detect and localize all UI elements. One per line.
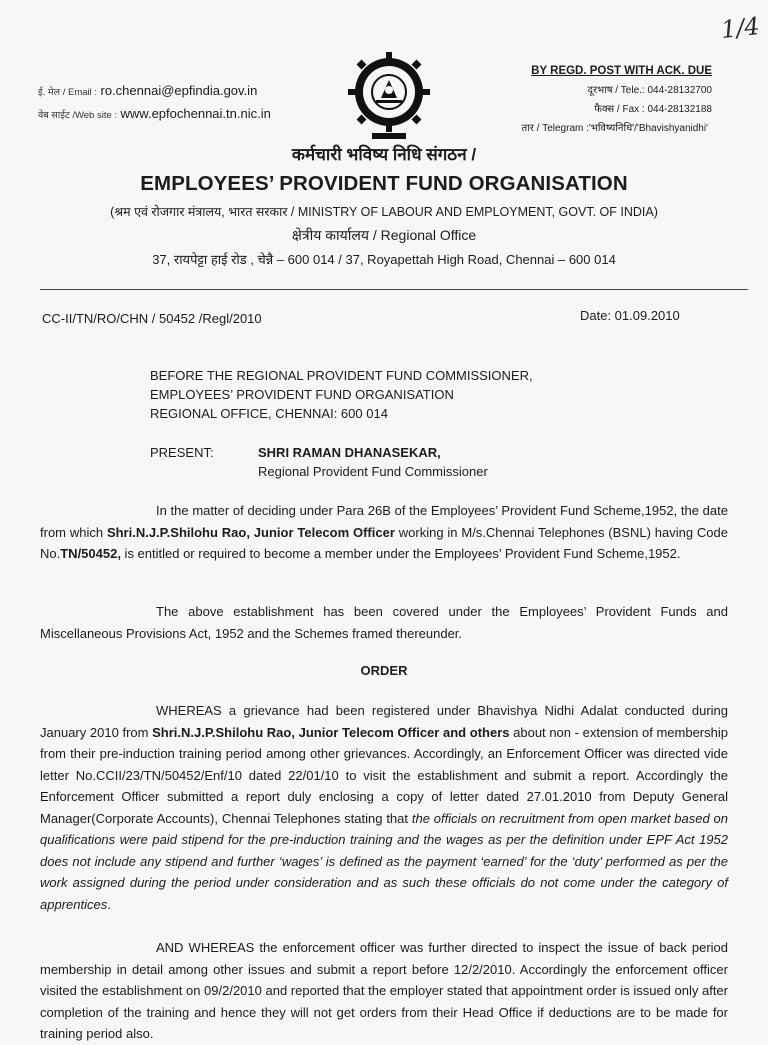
ministry-line: (श्रम एवं रोजगार मंत्रालय, भारत सरकार / MINISTRY OF LABOUR AND EMPLOYMENT, GOVT. OF INDIA) bbox=[110, 205, 658, 219]
coverage-paragraph bbox=[40, 601, 728, 644]
para3-italic-quote: the officials on recruitment from open market based on qualifications were paid stipend for the pre-induction training and the wages as per the definition under EPF Act 1952 does not include any stipend and further ‘wages’ is defined as the payment ‘earned’ for the ‘duty’ performed as per the work assigned during the period under consideration and as such these officials do not come under the category of apprentices bbox=[40, 810, 728, 912]
para1-text-3: is entitled or required to become a member under the Employees’ Provident Fund Scheme,1952. bbox=[120, 546, 681, 561]
epfo-emblem-logo bbox=[346, 50, 432, 142]
fax: फैक्स / Fax : 044-28132188 bbox=[594, 104, 712, 115]
para2-text: The above establishment has been covered under the Employees’ Provident Funds and Miscellaneous Provisions Act, 1952 and the Schemes framed thereunder. bbox=[40, 604, 728, 641]
website-value: www.epfochennai.tn.nic.in bbox=[120, 106, 271, 121]
para3-text-2: about non - extension of membership from their pre-induction training period among other grievances. Accordingly, an Enforcement Officer was directed vide letter No.CCII/23/TN/50452/Enf/10 dated 22/01/10 to visit the establishment and submit a report. Accordingly the Enforcement Officer submitted a report duly enclosing a copy of letter dated 27.01.2010 from Deputy General Manager(Corporate Accounts), Chennai Telephones stating that bbox=[40, 724, 728, 826]
document-date: Date: 01.09.2010 bbox=[580, 308, 680, 323]
email-value: ro.chennai@epfindia.gov.in bbox=[100, 83, 258, 98]
website-label: वेब साईट /Web site : bbox=[38, 110, 118, 121]
org-name: EMPLOYEES’ PROVIDENT FUND ORGANISATION bbox=[140, 172, 628, 195]
address-line: 37, रायपेट्टा हाई रोड , चेन्नै – 600 014 / 37, Royapettah High Road, Chennai – 600 014 bbox=[152, 252, 616, 267]
regional-office-line: क्षेत्रीय कार्यालय / Regional Office bbox=[291, 227, 477, 243]
para1-text-2: working in M/s.Chennai Telephones (BSNL) having Code No. bbox=[40, 524, 728, 561]
before-line: EMPLOYEES’ PROVIDENT FUND ORGANISATION bbox=[150, 387, 454, 402]
website-line bbox=[38, 103, 271, 126]
before-line: BEFORE THE REGIONAL PROVIDENT FUND COMMISSIONER, bbox=[150, 368, 533, 383]
para4-text: AND WHEREAS the enforcement officer was further directed to inspect the issue of back period membership in detail among other issues and submit a report before 12/2/2010. Accordingly the enforcement officer visited the establishment on 09/2/2010 and reported that the employer stated that appointment order is issued only after completion of the training and hence they will not get orders from their Head Office if deductions are to be made for training period also. bbox=[40, 940, 728, 1041]
before-line: REGIONAL OFFICE, CHENNAI: 600 014 bbox=[150, 406, 388, 421]
present-name: SHRI RAMAN DHANASEKAR, bbox=[258, 445, 441, 460]
present-title: Regional Provident Fund Commissioner bbox=[258, 464, 488, 479]
and-whereas-paragraph bbox=[40, 937, 728, 1045]
para3-text-1: WHEREAS a grievance had been registered under Bhavishya Nidhi Adalat conducted during January 2010 from bbox=[40, 703, 728, 740]
para3-text-3: . bbox=[107, 896, 111, 912]
contact-left bbox=[38, 80, 271, 126]
org-name-hindi: कर्मचारी भविष्य निधि संगठन / bbox=[291, 145, 477, 164]
before-block bbox=[150, 366, 533, 423]
para1-bold-1: Shri.N.J.P.Shilohu Rao, Junior Telecom Officer bbox=[106, 524, 395, 540]
para1-bold-2: TN/50452, bbox=[60, 546, 121, 561]
order-heading: ORDER bbox=[360, 663, 408, 678]
email-line bbox=[38, 80, 271, 103]
whereas-paragraph bbox=[40, 700, 728, 915]
email-label: ई. मेल / Email : bbox=[38, 87, 98, 98]
telegram: तार / Telegram :'भविष्यनिधि'/'Bhavishyanidhi' bbox=[521, 123, 708, 134]
para3-bold-1: Shri.N.J.P.Shilohu Rao, Junior Telecom Officer and others bbox=[152, 724, 510, 740]
page-number: 1/4 bbox=[720, 12, 762, 44]
contact-right bbox=[512, 62, 712, 138]
present-label: PRESENT: bbox=[150, 445, 214, 460]
matter-paragraph bbox=[40, 500, 728, 565]
regd-post-notice: BY REGD. POST WITH ACK. DUE bbox=[531, 65, 712, 77]
reference-number: CC-II/TN/RO/CHN / 50452 /Regl/2010 bbox=[42, 311, 262, 326]
para1-text-1: In the matter of deciding under Para 26B of the Employees’ Provident Fund Scheme,1952, the date from which bbox=[40, 503, 728, 540]
header-divider bbox=[40, 289, 748, 290]
telephone: दूरभाष / Tele.: 044-28132700 bbox=[587, 85, 712, 96]
